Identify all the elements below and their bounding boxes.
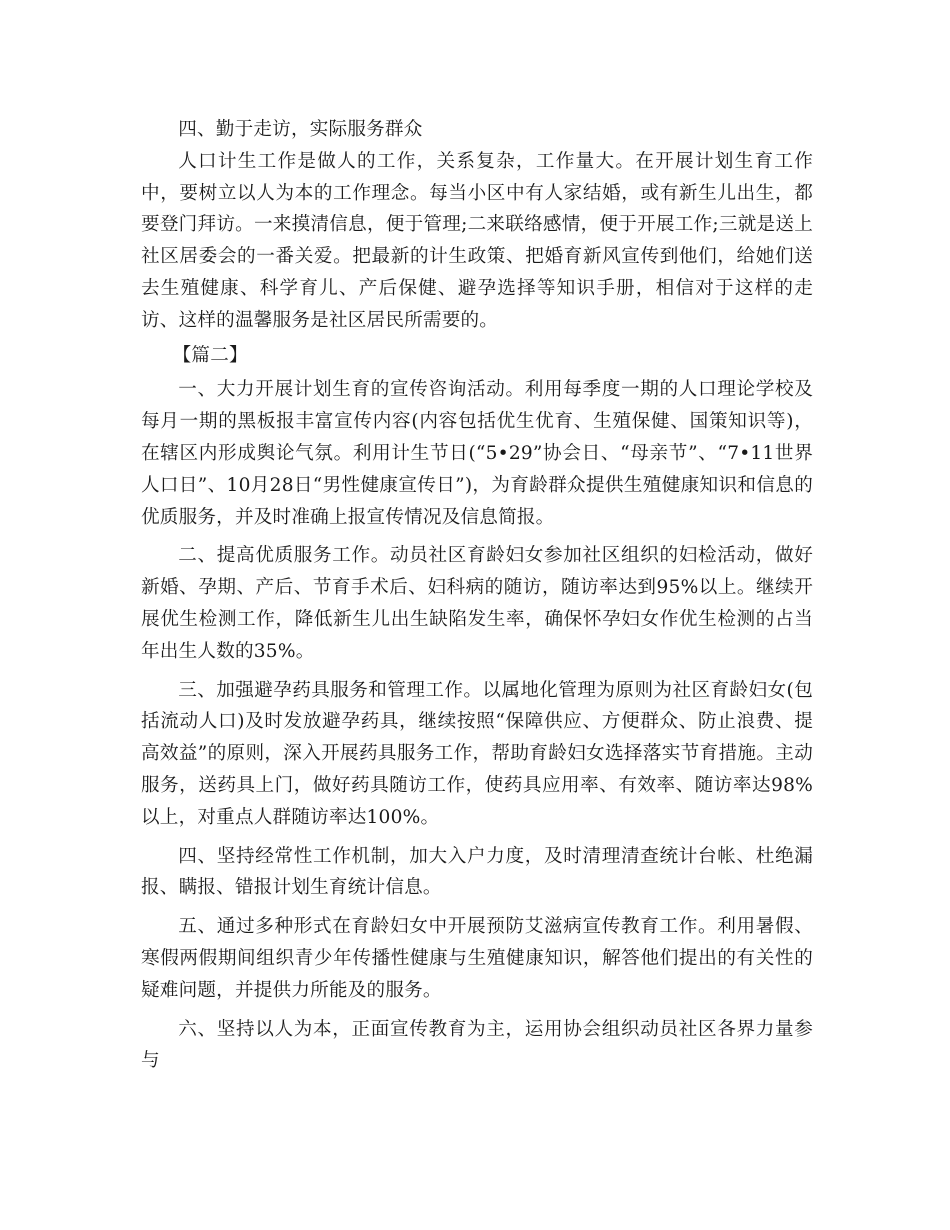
paragraph-item-1: 一、大力开展计划生育的宣传咨询活动。利用每季度一期的人口理论学校及每月一期的黑板报丰富宣传内容(内容包括优生优育、生殖保健、国策知识等)，在辖区内形成舆论气氛。利用计生节日(“5•29”协会日、“母亲节”、“7•11世界人口日”、10月28日“男性健康宣传日”)，为育龄群众提供生殖健康知识和信息的优质服务，并及时准确上报宣传情况及信息简报。 <box>141 379 813 528</box>
paragraph-item-6: 六、坚持以人为本，正面宣传教育为主，运用协会组织动员社区各界力量参与 <box>141 1018 813 1072</box>
paragraph-item-4: 四、坚持经常性工作机制，加大入户力度，及时清理清查统计台帐、杜绝漏报、瞒报、错报计划生育统计信息。 <box>141 845 813 899</box>
paragraph-visits-body: 人口计生工作是做人的工作，关系复杂，工作量大。在开展计划生育工作中，要树立以人为本的工作理念。每当小区中有人家结婚，或有新生儿出生，都要登门拜访。一来摸清信息，便于管理;二来联络感情，便于开展工作;三就是送上社区居委会的一番关爱。把最新的计生政策、把婚育新风宣传到他们，给她们送去生殖健康、科学育儿、产后保健、避孕选择等知识手册，相信对于这样的走访、这样的温馨服务是社区居民所需要的。 <box>141 150 813 331</box>
paragraph-item-5: 五、通过多种形式在育龄妇女中开展预防艾滋病宣传教育工作。利用暑假、寒假两假期间组织青少年传播性健康与生殖健康知识，解答他们提出的有关性的疑难问题，并提供力所能及的服务。 <box>141 916 813 1001</box>
paragraph-item-3: 三、加强避孕药具服务和管理工作。以属地化管理为原则为社区育龄妇女(包括流动人口)及时发放避孕药具，继续按照“保障供应、方便群众、防止浪费、提高效益”的原则，深入开展药具服务工作，帮助育龄妇女选择落实节育措施。主动服务，送药具上门，做好药具随访工作，使药具应用率、有效率、随访率达98%以上，对重点人群随访率达100%。 <box>141 679 813 828</box>
document-body <box>141 114 813 1077</box>
section-label-part-two: 【篇二】 <box>172 344 248 366</box>
section-heading-visits: 四、勤于走访，实际服务群众 <box>178 119 423 140</box>
paragraph-item-2: 二、提高优质服务工作。动员社区育龄妇女参加社区组织的妇检活动，做好新婚、孕期、产后、节育手术后、妇科病的随访，随访率达到95%以上。继续开展优生检测工作，降低新生儿出生缺陷发生率，确保怀孕妇女作优生检测的占当年出生人数的35%。 <box>141 545 813 662</box>
